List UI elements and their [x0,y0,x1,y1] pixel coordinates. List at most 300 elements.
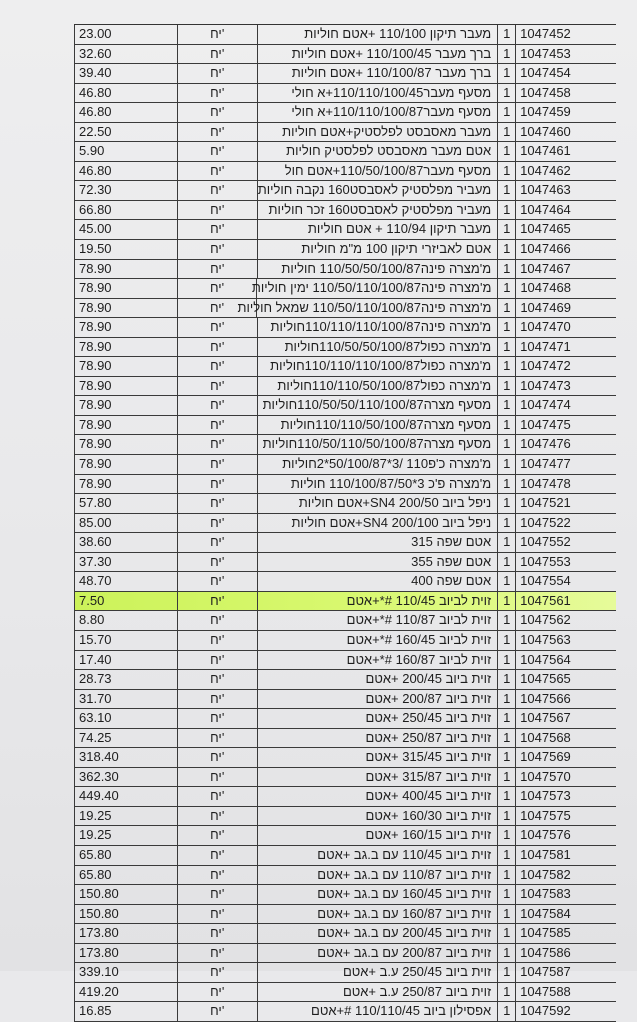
item-code-cell: 1047464 [520,201,571,217]
item-code-cell: 1047463 [520,182,571,198]
quantity-cell: 1 [498,455,516,474]
table-row [74,396,616,416]
price-cell: 78.90 [75,338,178,357]
unit-cell: יח' [178,103,258,122]
table-row [74,475,616,495]
price-cell: 85.00 [75,514,178,533]
unit-cell: יח' [178,924,258,943]
description-cell: זוית לביוב 110/87 #*+אטם [258,611,499,630]
unit-cell: יח' [178,220,258,239]
quantity-cell: 1 [498,572,516,591]
unit-cell: יח' [178,181,258,200]
item-code-cell: 1047552 [520,534,571,550]
price-list-table [74,24,616,1022]
table-row [74,279,616,299]
description-cell: ברך מעבר 110/100/87 +אטם חוליות [258,64,499,83]
item-code-cell: 1047454 [520,65,571,81]
price-cell: 19.25 [75,807,178,826]
table-row [74,826,616,846]
quantity-cell: 1 [498,435,516,454]
quantity-cell: 1 [498,279,516,298]
table-row [74,318,616,338]
quantity-cell: 1 [498,729,516,748]
table-row [74,983,616,1003]
unit-cell: יח' [178,299,258,318]
item-code-cell: 1047472 [520,358,571,374]
price-cell: 74.25 [75,729,178,748]
item-code-cell: 1047458 [520,84,571,100]
quantity-cell: 1 [498,963,516,982]
table-row [74,846,616,866]
item-code-cell: 1047460 [520,123,571,139]
quantity-cell: 1 [498,983,516,1002]
price-cell: 31.70 [75,690,178,709]
description-cell: מסעף מעבר110/50/100/87+אטם חול [258,162,499,181]
table-row [74,1002,616,1022]
table-row [74,748,616,768]
price-cell: 39.40 [75,64,178,83]
unit-cell: יח' [178,866,258,885]
description-cell: מסעף מצרה110/50/50/110/100/87חוליות [258,396,499,415]
item-code-cell: 1047562 [520,612,571,628]
quantity-cell: 1 [498,240,516,259]
quantity-cell: 1 [498,866,516,885]
quantity-cell: 1 [498,84,516,103]
price-cell: 48.70 [75,572,178,591]
description-cell: ברך מעבר 110/100/45 +אטם חוליות [258,45,499,64]
quantity-cell: 1 [498,123,516,142]
table-row [74,729,616,749]
unit-cell: יח' [178,416,258,435]
item-code-cell: 1047586 [520,944,571,960]
table-row [74,201,616,221]
description-cell: זוית ביוב 250/45 +אטם [258,709,499,728]
price-cell: 78.90 [75,318,178,337]
item-code-cell: 1047467 [520,260,571,276]
item-code-cell: 1047588 [520,983,571,999]
price-cell: 339.10 [75,963,178,982]
description-cell: מעביר מפלסטיק לאסבסט160 נקבה חוליות [258,181,499,200]
quantity-cell: 1 [498,260,516,279]
item-code-cell: 1047568 [520,729,571,745]
unit-cell: יח' [178,553,258,572]
item-code-cell: 1047521 [520,495,571,511]
unit-cell: יח' [178,162,258,181]
price-cell: 46.80 [75,84,178,103]
unit-cell: יח' [178,455,258,474]
quantity-cell: 1 [498,318,516,337]
table-row [74,690,616,710]
unit-cell: יח' [178,826,258,845]
table-row [74,768,616,788]
price-cell: 7.50 [75,592,178,611]
table-row [74,416,616,436]
unit-cell: יח' [178,396,258,415]
unit-cell: יח' [178,260,258,279]
price-cell: 78.90 [75,279,178,298]
description-cell: ניפל ביוב 200/100 SN4+אטם חוליות [258,514,499,533]
table-row [74,533,616,553]
unit-cell: יח' [178,944,258,963]
price-cell: 78.90 [75,357,178,376]
unit-cell: יח' [178,670,258,689]
description-cell: זוית ביוב 110/45 עם ב.גב +אטם [258,846,499,865]
table-row [74,142,616,162]
table-row [74,338,616,358]
description-cell: אפסילון ביוב 110/110/45 #+אטם [258,1002,499,1021]
quantity-cell: 1 [498,533,516,552]
description-cell: מ'מצרה כפול110/110/50/100/87חוליות [258,377,499,396]
unit-cell: יח' [178,709,258,728]
quantity-cell: 1 [498,631,516,650]
unit-cell: יח' [178,846,258,865]
description-cell: זוית ביוב 250/87 +אטם [258,729,499,748]
unit-cell: יח' [178,201,258,220]
quantity-cell: 1 [498,748,516,767]
description-cell: זוית לביוב 110/45 #*+אטם [258,592,499,611]
quantity-cell: 1 [498,142,516,161]
unit-cell: יח' [178,318,258,337]
description-cell: מעביר מפלסטיק לאסבסט160 זכר חוליות [258,201,499,220]
price-cell: 78.90 [75,396,178,415]
quantity-cell: 1 [498,201,516,220]
item-code-cell: 1047473 [520,377,571,393]
quantity-cell: 1 [498,514,516,533]
table-row [74,260,616,280]
description-cell: אטם שפה 355 [258,553,499,572]
description-cell: מעבר תיקון 110/100 +אטם חוליות [258,25,499,44]
quantity-cell: 1 [498,64,516,83]
description-cell: מ'מצרה כפול110/110/110/100/87חוליות [258,357,499,376]
price-cell: 78.90 [75,377,178,396]
unit-cell: יח' [178,807,258,826]
item-code-cell: 1047453 [520,45,571,61]
price-cell: 8.80 [75,611,178,630]
unit-cell: יח' [178,142,258,161]
quantity-cell: 1 [498,553,516,572]
description-cell: זוית ביוב 160/45 עם ב.גב +אטם [258,885,499,904]
description-cell: מסעף מעבר110/110/100/45+א חולי [258,84,499,103]
quantity-cell: 1 [498,944,516,963]
description-cell: מסעף מעבר110/110/100/87+א חולי [258,103,499,122]
price-cell: 37.30 [75,553,178,572]
price-cell: 46.80 [75,162,178,181]
unit-cell: יח' [178,84,258,103]
description-cell: זוית ביוב 250/45 ע.ב +אטם [258,963,499,982]
description-cell: זוית ביוב 200/45 +אטם [258,670,499,689]
item-code-cell: 1047564 [520,651,571,667]
unit-cell: יח' [178,1002,258,1021]
item-code-cell: 1047462 [520,162,571,178]
item-code-cell: 1047585 [520,925,571,941]
unit-cell: יח' [178,611,258,630]
table-row [74,963,616,983]
item-code-cell: 1047569 [520,749,571,765]
item-code-cell: 1047565 [520,671,571,687]
table-row [74,181,616,201]
description-cell: זוית ביוב 160/15 +אטם [258,826,499,845]
description-cell: זוית ביוב 160/87 עם ב.גב +אטם [258,905,499,924]
table-row [74,514,616,534]
item-code-cell: 1047466 [520,241,571,257]
item-code-cell: 1047452 [520,26,571,41]
table-row [74,631,616,651]
unit-cell: יח' [178,748,258,767]
price-cell: 78.90 [75,435,178,454]
description-cell: זוית לביוב 160/87 #*+אטם [258,651,499,670]
unit-cell: יח' [178,123,258,142]
quantity-cell: 1 [498,416,516,435]
price-cell: 78.90 [75,260,178,279]
item-code-cell: 1047471 [520,338,571,354]
unit-cell: יח' [178,64,258,83]
table-row [74,103,616,123]
price-cell: 57.80 [75,494,178,513]
price-cell: 28.73 [75,670,178,689]
unit-cell: יח' [178,377,258,396]
table-row [74,299,616,319]
item-code-cell: 1047553 [520,553,571,569]
table-row [74,84,616,104]
table-row [74,25,616,45]
quantity-cell: 1 [498,162,516,181]
unit-cell: יח' [178,279,258,298]
description-cell: אטם מעבר מאסבסט לפלסטיק חוליות [258,142,499,161]
quantity-cell: 1 [498,377,516,396]
price-cell: 65.80 [75,846,178,865]
table-row [74,220,616,240]
description-cell: זוית ביוב 160/30 +אטם [258,807,499,826]
description-cell: זוית ביוב 315/87 +אטם [258,768,499,787]
table-row [74,435,616,455]
description-cell: מסעף מצרה110/110/50/100/87חוליות [258,416,499,435]
price-cell: 46.80 [75,103,178,122]
quantity-cell: 1 [498,709,516,728]
table-row [74,787,616,807]
quantity-cell: 1 [498,103,516,122]
price-cell: 78.90 [75,299,178,318]
table-row [74,670,616,690]
description-cell: אטם שפה 315 [258,533,499,552]
description-cell: מ'מצרה פ'כ 3*110/100/87/50 חוליות [258,475,499,494]
price-cell: 17.40 [75,651,178,670]
description-cell: מסעף מצרה110/50/110/50/100/87חוליות [258,435,499,454]
description-cell: ניפל ביוב 200/50 SN4+אטם חוליות [258,494,499,513]
quantity-cell: 1 [498,846,516,865]
quantity-cell: 1 [498,924,516,943]
item-code-cell: 1047470 [520,319,571,335]
unit-cell: יח' [178,963,258,982]
item-code-cell: 1047576 [520,827,571,843]
table-row [74,455,616,475]
unit-cell: יח' [178,240,258,259]
unit-cell: יח' [178,435,258,454]
item-code-cell: 1047592 [520,1003,571,1019]
table-row [74,553,616,573]
table-row [74,123,616,143]
table-row [74,240,616,260]
item-code-cell: 1047575 [520,807,571,823]
description-cell: זוית ביוב 200/87 עם ב.גב +אטם [258,944,499,963]
item-code-cell: 1047554 [520,573,571,589]
price-cell: 19.50 [75,240,178,259]
unit-cell: יח' [178,631,258,650]
table-row [74,494,616,514]
price-cell: 22.50 [75,123,178,142]
quantity-cell: 1 [498,905,516,924]
price-cell: 318.40 [75,748,178,767]
unit-cell: יח' [178,592,258,611]
table-row [74,572,616,592]
item-code-cell: 1047582 [520,866,571,882]
price-cell: 173.80 [75,924,178,943]
unit-cell: יח' [178,494,258,513]
item-code-cell: 1047459 [520,104,571,120]
description-cell: מ'מצרה פינה110/50/50/100/87 חוליות [258,260,499,279]
unit-cell: יח' [178,905,258,924]
item-code-cell: 1047522 [520,514,571,530]
table-row [74,162,616,182]
quantity-cell: 1 [498,826,516,845]
quantity-cell: 1 [498,45,516,64]
item-code-cell: 1047461 [520,143,571,159]
description-cell: מ'מצרה פינה110/50/110/100/87 ימין חוליות [257,279,498,298]
quantity-cell: 1 [498,768,516,787]
description-cell: זוית ביוב 315/45 +אטם [258,748,499,767]
quantity-cell: 1 [498,299,516,318]
quantity-cell: 1 [498,338,516,357]
unit-cell: יח' [178,885,258,904]
item-code-cell: 1047581 [520,846,571,862]
quantity-cell: 1 [498,807,516,826]
table-row [74,866,616,886]
table-row [74,807,616,827]
item-code-cell: 1047478 [520,475,571,491]
quantity-cell: 1 [498,787,516,806]
description-cell: זוית ביוב 200/87 +אטם [258,690,499,709]
unit-cell: יח' [178,651,258,670]
price-cell: 19.25 [75,826,178,845]
unit-cell: יח' [178,514,258,533]
quantity-cell: 1 [498,357,516,376]
item-code-cell: 1047566 [520,690,571,706]
item-code-cell: 1047476 [520,436,571,452]
description-cell: מ'מצרה כ'פ110 /3*50/100/87*2חוליות [258,455,499,474]
item-code-cell: 1047465 [520,221,571,237]
description-cell: אטם שפה 400 [258,572,499,591]
item-code-cell: 1047475 [520,416,571,432]
table-row [74,651,616,671]
description-cell: זוית ביוב 200/45 עם ב.גב +אטם [258,924,499,943]
price-cell: 150.80 [75,905,178,924]
quantity-cell: 1 [498,475,516,494]
description-cell: זוית לביוב 160/45 #*+אטם [258,631,499,650]
unit-cell: יח' [178,475,258,494]
table-row [74,377,616,397]
description-cell: זוית ביוב 400/45 +אטם [258,787,499,806]
unit-cell: יח' [178,338,258,357]
description-cell: זוית ביוב 250/87 ע.ב +אטם [258,983,499,1002]
unit-cell: יח' [178,690,258,709]
price-cell: 78.90 [75,455,178,474]
price-cell: 15.70 [75,631,178,650]
table-row [74,944,616,964]
unit-cell: יח' [178,357,258,376]
item-code-cell: 1047583 [520,886,571,902]
price-cell: 72.30 [75,181,178,200]
unit-cell: יח' [178,45,258,64]
quantity-cell: 1 [498,690,516,709]
price-cell: 38.60 [75,533,178,552]
table-row-highlighted [74,592,616,612]
quantity-cell: 1 [498,1002,516,1021]
item-code-cell: 1047584 [520,905,571,921]
price-cell: 65.80 [75,866,178,885]
unit-cell: יח' [178,983,258,1002]
unit-cell: יח' [178,787,258,806]
item-code-cell: 1047570 [520,768,571,784]
unit-cell: יח' [178,533,258,552]
description-cell: אטם לאביזרי תיקון 100 מ"מ חוליות [258,240,499,259]
table-row [74,64,616,84]
table-row [74,924,616,944]
price-cell: 78.90 [75,475,178,494]
quantity-cell: 1 [498,220,516,239]
quantity-cell: 1 [498,494,516,513]
description-cell: מעבר תיקון 110/94 + אטם חוליות [258,220,499,239]
item-code-cell: 1047573 [520,788,571,804]
item-code-cell: 1047561 [520,592,571,608]
price-cell: 5.90 [75,142,178,161]
price-cell: 32.60 [75,45,178,64]
table-row [74,885,616,905]
item-code-cell: 1047563 [520,631,571,647]
item-code-cell: 1047567 [520,710,571,726]
item-code-cell: 1047474 [520,397,571,413]
unit-cell: יח' [178,572,258,591]
table-row [74,905,616,925]
price-cell: 150.80 [75,885,178,904]
description-cell: מ'מצרה פינה110/50/110/100/87 שמאל חוליות [257,299,498,318]
price-cell: 66.80 [75,201,178,220]
quantity-cell: 1 [498,592,516,611]
item-code-cell: 1047468 [520,280,571,296]
item-code-cell: 1047477 [520,456,571,472]
table-row [74,611,616,631]
price-cell: 16.85 [75,1002,178,1021]
quantity-cell: 1 [498,181,516,200]
price-cell: 63.10 [75,709,178,728]
description-cell: זוית ביוב 110/87 עם ב.גב +אטם [258,866,499,885]
description-cell: מעבר מאסבסט לפלסטיק+אטם חוליות [258,123,499,142]
quantity-cell: 1 [498,670,516,689]
price-cell: 362.30 [75,768,178,787]
unit-cell: יח' [178,729,258,748]
quantity-cell: 1 [498,651,516,670]
table-row [74,357,616,377]
unit-cell: יח' [178,25,258,44]
item-code-cell: 1047587 [520,964,571,980]
description-cell: מ'מצרה כפול110/50/50/100/87חוליות [258,338,499,357]
price-cell: 173.80 [75,944,178,963]
price-cell: 78.90 [75,416,178,435]
item-code-cell: 1047469 [520,299,571,315]
description-cell: מ'מצרה פינה110/110/110/100/87חוליות [258,318,499,337]
quantity-cell: 1 [498,25,516,44]
quantity-cell: 1 [498,611,516,630]
unit-cell: יח' [178,768,258,787]
quantity-cell: 1 [498,396,516,415]
